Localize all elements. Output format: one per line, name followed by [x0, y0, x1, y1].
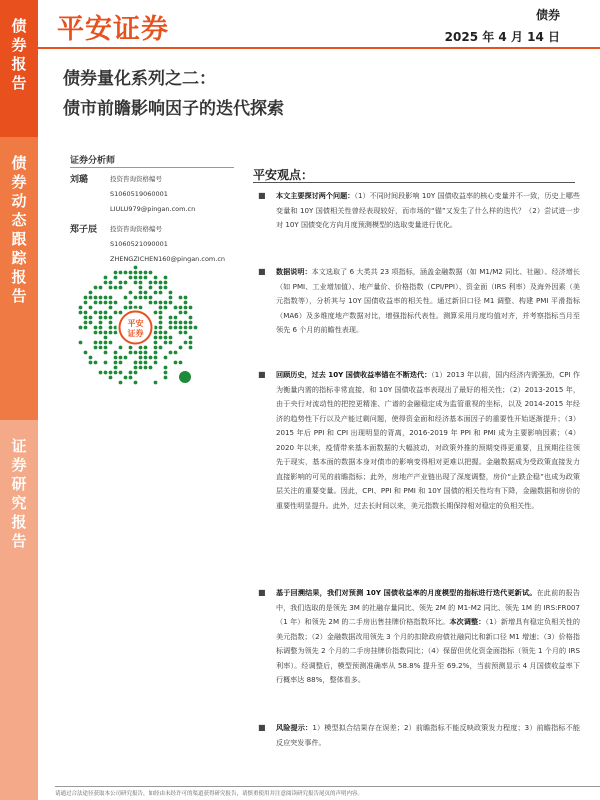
qr-dot	[109, 306, 113, 310]
analyst-info	[110, 172, 195, 217]
bullet-icon: ■	[258, 723, 266, 732]
qr-dot	[154, 351, 158, 355]
qr-dot	[174, 321, 178, 325]
qr-dot	[129, 376, 133, 380]
qr-dot	[159, 326, 163, 330]
qr-dot	[184, 341, 188, 345]
analyst-email[interactable]: ZHENGZICHEN160@pingan.com.cn	[110, 255, 226, 263]
qr-dot	[99, 316, 103, 320]
qr-dot	[154, 336, 158, 340]
analyst-id: S1060521090001	[110, 240, 168, 248]
qr-dot	[129, 346, 133, 350]
qr-dot	[159, 281, 163, 285]
point-body: 1）模型拟合结果存在误差；2）前瞻指标不能反映政策发力程度；3）前瞻指标不能反应突发事件。	[276, 723, 580, 747]
qr-dot	[139, 296, 143, 300]
qr-dot	[94, 331, 98, 335]
qr-dot	[144, 346, 148, 350]
qr-dot	[154, 341, 158, 345]
qr-dot	[79, 341, 83, 345]
qr-dot	[154, 291, 158, 295]
qr-dot	[169, 351, 173, 355]
qr-dot	[94, 361, 98, 365]
qr-dot	[139, 286, 143, 290]
qr-dot	[109, 376, 113, 380]
footer-disclaimer: 请通过合法途径获取本公司研究报告，如经由未经许可的渠道获得研究报告，请慎重使用并注意阅读研究报告尾页的声明内容。	[55, 791, 364, 797]
qr-dot	[164, 306, 168, 310]
qr-dot	[144, 351, 148, 355]
qr-dot	[134, 361, 138, 365]
qr-dot	[184, 301, 188, 305]
point-lead: 数据说明：	[276, 267, 312, 276]
qr-dot	[154, 311, 158, 315]
sidebar-label: 债券动态跟踪报告	[9, 155, 28, 307]
qr-dot	[184, 296, 188, 300]
qr-dot	[154, 276, 158, 280]
qr-dot	[94, 326, 98, 330]
qr-dot	[99, 311, 103, 315]
qr-dot	[114, 371, 118, 375]
qr-dot	[99, 301, 103, 305]
point-risk-warning	[258, 721, 580, 750]
qr-dot	[104, 311, 108, 315]
qr-dot	[89, 291, 93, 295]
qr-dot	[154, 346, 158, 350]
qr-dot	[154, 331, 158, 335]
qr-dot	[139, 361, 143, 365]
qr-dot	[84, 311, 88, 315]
qr-dot	[169, 296, 173, 300]
qr-dot	[189, 346, 193, 350]
qr-dot	[169, 321, 173, 325]
qr-dot	[109, 301, 113, 305]
sidebar-section-research	[0, 420, 38, 800]
qr-dot	[144, 276, 148, 280]
qr-dot	[144, 356, 148, 360]
sidebar-section-report-type	[0, 0, 38, 137]
qr-dot	[114, 301, 118, 305]
qr-dot	[114, 311, 118, 315]
qr-dot	[134, 266, 138, 270]
qr-dot	[99, 331, 103, 335]
qr-dot	[134, 296, 138, 300]
qr-corner-badge	[179, 371, 191, 383]
qr-dot	[164, 371, 168, 375]
qr-dot	[129, 371, 133, 375]
qr-dot	[89, 306, 93, 310]
qr-dot	[114, 331, 118, 335]
qr-dot	[144, 296, 148, 300]
analyst-qualification-label: 投资咨询资格编号	[110, 175, 162, 183]
qr-dot	[104, 276, 108, 280]
qr-dot	[104, 281, 108, 285]
qr-dot	[129, 306, 133, 310]
qr-dot	[189, 316, 193, 320]
qr-dot	[159, 321, 163, 325]
qr-dot	[109, 286, 113, 290]
qr-dot	[104, 371, 108, 375]
qr-dot	[154, 381, 158, 385]
qr-dot	[114, 361, 118, 365]
qr-dot	[179, 361, 183, 365]
qr-dot	[84, 296, 88, 300]
qr-dot	[164, 276, 168, 280]
qr-dot	[124, 271, 128, 275]
qr-dot	[149, 356, 153, 360]
qr-dot	[114, 286, 118, 290]
analyst-name: 郑子辰	[70, 225, 98, 235]
qr-dot	[139, 271, 143, 275]
point-body-continued: （1）新增具有稳定负相关性的美元指数；（2）金融数据改用领先 3 个月的扣除政府债社融同比和新口径 M1 增速；（3）价格指标调整为领先 2 个月的二手房挂牌价指数同比；（4）保留但优化资金面指标（领先 1 个月的 IRS 利率）。经调整后，模型预测准确率从 58.8% 提升至 69.2%，当前预测显示 4 月国债收益率下行概率达 88%，整体看多。	[276, 617, 580, 684]
qr-dot	[94, 301, 98, 305]
point-body: 本文选取了 6 大类共 23 项指标，涵盖金融数据（如 M1/M2 同比、社融）、经济增长（如 PMI、工业增加值）、地产量价、价格指数（CPI/PPI）、资金面（IRS 利率）及海外因素（美元指数等），分析其与 10Y 国债收益率的相关性。通过新旧口径 M1 调整、构建 PMI 平滑指标（MA6）及多维度地产数据对比，增强指标代表性。测算采用月度均值对齐，并考察指标当月至领先 6 个月的前瞻性表现。	[276, 267, 580, 334]
qr-dot	[119, 311, 123, 315]
report-series-title: 债券量化系列之二：	[63, 69, 216, 89]
view-heading: 平安观点：	[253, 168, 314, 182]
point-main-questions	[258, 189, 580, 233]
qr-dot	[139, 281, 143, 285]
qr-dot	[129, 271, 133, 275]
qr-dot	[134, 276, 138, 280]
point-body: （1）2013 年以前，国内经济内需强劲，CPI 作为衡量内需的指标非常直接，和 10Y 国债收益率表现出了最好的相关性；（2）2013-2015 年，由于央行对流动性的把控更精准、广谱的金融稳定成为监管重视的坐标，以及 2014-2015 年经济的趋势性下行以及产能过剩问题，使得资金面和经济基本面因子的重要性开始逐渐提升；（3）2015 年后 PPI 和 CPI 出现明显的背离，2016-2019 年 PPI 和 PMI 成为主要影响因素；（4）2020 年以来，疫情带来基本面数据的大幅波动，对政策外推的预期变得更重要，且预期往往领先于现实，基本面的数据本身对债市的影响变得相对更难以把握。金融数据成为受政策直接发力直接影响的可见的前瞻指标；此外，房地产产业链出现了深度调整，房价“止跌企稳”也成为政策层关注的重要变量。因此，CPI、PPI 和 PMI 和 10Y 国债的相关性均有下降，金融数据和房价的重要性明显提升。此外，过去长时间以来，美元指数长期保持相对稳定的负相关性。	[276, 370, 580, 510]
qr-dot	[159, 306, 163, 310]
qr-dot	[179, 326, 183, 330]
qr-dot	[124, 356, 128, 360]
qr-dot	[139, 291, 143, 295]
qr-dot	[159, 336, 163, 340]
qr-dot	[89, 316, 93, 320]
qr-dot	[149, 296, 153, 300]
qr-dot	[84, 316, 88, 320]
company-logo: 平安证券	[57, 14, 169, 45]
qr-dot	[109, 296, 113, 300]
qr-dot	[189, 321, 193, 325]
qr-dot	[144, 271, 148, 275]
qr-dot	[119, 286, 123, 290]
qr-dot	[189, 341, 193, 345]
qr-dot	[169, 326, 173, 330]
qr-dot	[79, 306, 83, 310]
qr-dot	[164, 336, 168, 340]
footer-divider	[55, 786, 600, 787]
qr-dot	[184, 331, 188, 335]
qr-dot	[174, 316, 178, 320]
qr-dot	[114, 351, 118, 355]
qr-dot	[104, 361, 108, 365]
qr-dot	[149, 301, 153, 305]
qr-dot	[174, 361, 178, 365]
point-history-review	[258, 368, 580, 513]
qr-dot	[149, 271, 153, 275]
qr-dot	[154, 361, 158, 365]
qr-dot	[104, 351, 108, 355]
point-lead: 风险提示：	[276, 723, 313, 732]
qr-dot	[79, 311, 83, 315]
qr-dot	[184, 321, 188, 325]
analyst-heading: 证券分析师	[70, 156, 116, 166]
bullet-icon: ■	[258, 191, 266, 200]
qr-dot	[179, 311, 183, 315]
qr-dot	[119, 356, 123, 360]
qr-dot	[114, 271, 118, 275]
qr-dot	[79, 326, 83, 330]
qr-dot	[99, 326, 103, 330]
qr-dot	[84, 351, 88, 355]
qr-logo-text-bottom: 证券	[127, 329, 144, 338]
qr-dot	[109, 321, 113, 325]
point-body: （1）不同时间段影响 10Y 国债收益率的核心变量并不一致，历史上哪些变量和 10Y 国债相关性曾经表现较好，而市场的“锚”又发生了什么样的迭代？（2）尝试进一步对 10Y 国债变化方向月度预测模型的选取变量进行优化。	[276, 191, 580, 229]
analyst-divider	[70, 167, 234, 168]
point-sub-lead: 本次调整：	[449, 617, 486, 626]
qr-dot	[114, 356, 118, 360]
qr-dot	[164, 366, 168, 370]
qr-dot	[99, 371, 103, 375]
qr-dot	[84, 326, 88, 330]
qr-dot	[174, 306, 178, 310]
analyst-qualification-label: 投资咨询资格编号	[110, 225, 162, 233]
qr-dot	[139, 356, 143, 360]
qr-dot	[139, 351, 143, 355]
qr-dot	[189, 326, 193, 330]
qr-dot	[179, 321, 183, 325]
qr-dot	[124, 306, 128, 310]
qr-dot	[104, 346, 108, 350]
qr-dot	[109, 316, 113, 320]
qr-dot	[109, 326, 113, 330]
qr-dot	[119, 281, 123, 285]
qr-dot	[119, 346, 123, 350]
qr-dot	[164, 376, 168, 380]
qr-dot	[109, 331, 113, 335]
qr-dot	[139, 346, 143, 350]
qr-dot	[129, 276, 133, 280]
qr-dot	[134, 281, 138, 285]
qr-dot	[159, 311, 163, 315]
qr-dot	[139, 306, 143, 310]
qr-dot	[89, 321, 93, 325]
bullet-icon: ■	[258, 588, 266, 597]
point-lead: 回顾历史，过去 10Y 国债收益率锚在不断迭代：	[276, 370, 432, 379]
sidebar-section-report-subtype	[0, 137, 38, 420]
qr-dot	[169, 316, 173, 320]
qr-dot	[84, 301, 88, 305]
qr-dot	[174, 351, 178, 355]
qr-dot	[89, 361, 93, 365]
qr-dot	[184, 311, 188, 315]
qr-dot	[164, 331, 168, 335]
qr-dot	[114, 276, 118, 280]
qr-dot	[169, 291, 173, 295]
qr-dot	[159, 346, 163, 350]
qr-dot	[94, 311, 98, 315]
qr-dot	[99, 286, 103, 290]
report-title: 债市前瞻影响因子的迭代探索	[63, 99, 284, 119]
qr-dot	[119, 371, 123, 375]
qr-dot	[169, 301, 173, 305]
qr-dot	[124, 281, 128, 285]
qr-dot	[104, 316, 108, 320]
header-divider	[38, 47, 600, 49]
qr-dot	[194, 326, 198, 330]
qr-dot	[104, 331, 108, 335]
qr-dot	[159, 331, 163, 335]
qr-dot	[179, 306, 183, 310]
analyst-name: 刘璐	[70, 175, 89, 185]
qr-dot	[149, 281, 153, 285]
point-body: 在此前的报告中，我们选取的是领先 3M 的社融存量同比、领先 2M 的 M1-M2 同比、领先 1M 的 IRS:FR007（1 年）和领先 2M 的二手房出售挂牌价格指数环比。	[276, 588, 581, 626]
qr-dot	[169, 341, 173, 345]
qr-dot	[104, 341, 108, 345]
qr-dot	[184, 326, 188, 330]
qr-dot	[164, 301, 168, 305]
qr-dot	[109, 371, 113, 375]
view-divider	[253, 182, 575, 183]
qr-dot	[189, 336, 193, 340]
qr-dot	[179, 296, 183, 300]
qr-dot	[94, 341, 98, 345]
qr-dot	[119, 271, 123, 275]
qr-dot	[164, 281, 168, 285]
report-category: 债券	[535, 8, 560, 22]
point-lead: 基于回溯结果，我们对预测 10Y 国债收益率的月度模型的指标进行迭代更新试。	[276, 588, 537, 597]
qr-dot	[99, 296, 103, 300]
sidebar-label: 债券报告	[9, 18, 28, 94]
qr-dot	[154, 281, 158, 285]
qr-dot	[99, 346, 103, 350]
qr-dot	[139, 366, 143, 370]
qr-dot	[149, 366, 153, 370]
qr-dot	[189, 306, 193, 310]
qr-dot	[94, 296, 98, 300]
qr-dot	[184, 306, 188, 310]
report-date: 2025 年 4 月 14 日	[444, 30, 560, 44]
qr-dot	[169, 336, 173, 340]
qr-dot	[134, 351, 138, 355]
qr-dot	[124, 296, 128, 300]
qr-dot	[94, 346, 98, 350]
qr-dot	[94, 286, 98, 290]
qr-dot	[164, 286, 168, 290]
qr-code[interactable]	[73, 265, 198, 390]
qr-dot	[144, 361, 148, 365]
qr-dot	[134, 381, 138, 385]
qr-dot	[104, 336, 108, 340]
qr-dot	[129, 351, 133, 355]
qr-dot	[134, 371, 138, 375]
qr-dot	[164, 341, 168, 345]
qr-dot	[154, 356, 158, 360]
qr-dot	[159, 291, 163, 295]
qr-dot	[159, 286, 163, 290]
qr-dot	[109, 341, 113, 345]
qr-dot	[104, 301, 108, 305]
analyst-id: S1060519060001	[110, 190, 168, 198]
qr-dot	[124, 376, 128, 380]
qr-dot	[159, 316, 163, 320]
qr-dot	[109, 281, 113, 285]
qr-dot	[89, 356, 93, 360]
analyst-info	[110, 222, 225, 267]
qr-dot	[119, 381, 123, 385]
bullet-icon: ■	[258, 370, 266, 379]
point-data-description	[258, 265, 580, 338]
qr-dot	[99, 341, 103, 345]
point-model-update	[258, 586, 580, 688]
qr-dot	[174, 326, 178, 330]
qr-dot	[144, 291, 148, 295]
point-lead: 本文主要探讨两个问题：	[276, 191, 355, 200]
qr-dot	[129, 301, 133, 305]
qr-dot	[129, 291, 133, 295]
sidebar-label: 证券研究报告	[9, 438, 28, 552]
qr-dot	[179, 346, 183, 350]
qr-dot	[134, 366, 138, 370]
qr-dot	[164, 356, 168, 360]
qr-dot	[84, 321, 88, 325]
qr-dot	[149, 286, 153, 290]
qr-dot	[139, 276, 143, 280]
qr-dot	[179, 331, 183, 335]
analyst-email[interactable]: LIULU979@pingan.com.cn	[110, 205, 196, 213]
qr-dot	[154, 301, 158, 305]
qr-dot	[144, 366, 148, 370]
qr-dot	[114, 366, 118, 370]
qr-dot	[89, 296, 93, 300]
qr-logo-text-top: 平安	[127, 319, 144, 328]
qr-dot	[119, 361, 123, 365]
qr-dot	[134, 271, 138, 275]
qr-dot	[99, 321, 103, 325]
bullet-icon: ■	[258, 267, 266, 276]
qr-dot	[104, 296, 108, 300]
qr-dot	[159, 301, 163, 305]
